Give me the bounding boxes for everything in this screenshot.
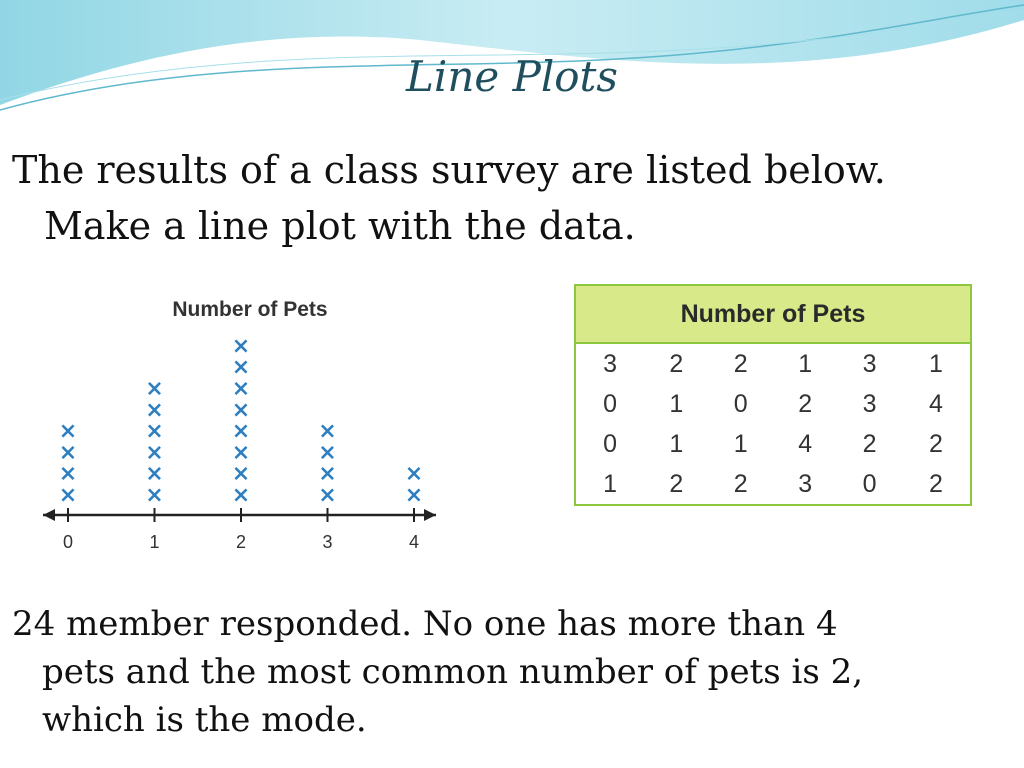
data-point-marker: ×: [58, 419, 78, 445]
table-cell: 2: [798, 389, 813, 418]
data-point-marker: ×: [58, 440, 78, 466]
table-cell: 2: [669, 469, 684, 498]
intro-line-1: The results of a class survey are listed below.: [12, 148, 886, 192]
table-cell: 2: [733, 349, 748, 378]
data-table-panel: [566, 280, 998, 526]
table-cell: 3: [798, 469, 813, 498]
table-cell: 2: [928, 469, 943, 498]
slide-title: Line Plots: [406, 52, 618, 101]
summary-line-2: pets and the most common number of pets is 2,: [42, 652, 864, 692]
data-point-marker: ×: [145, 483, 164, 508]
table-cell: 3: [603, 349, 617, 378]
data-point-marker: ×: [231, 461, 251, 487]
data-point-marker: ×: [404, 483, 424, 508]
data-point-marker: ×: [58, 461, 78, 487]
table-cell: 0: [733, 389, 748, 418]
table-row: [575, 384, 971, 424]
summary-line-3: which is the mode.: [42, 700, 367, 740]
x-tick-label: 3: [322, 532, 333, 552]
table-cell: 1: [928, 349, 943, 378]
x-tick-label: 0: [62, 532, 74, 552]
table-cell: 2: [669, 349, 684, 378]
table-cell: 2: [862, 429, 877, 458]
data-point-marker: ×: [58, 483, 78, 508]
table-cell: 3: [862, 389, 877, 418]
table-cell: 0: [862, 469, 877, 498]
chart-title: Number of Pets: [172, 298, 328, 321]
summary-text: [12, 600, 1012, 744]
table-cell: 2: [733, 469, 748, 498]
data-point-marker: ×: [145, 419, 164, 445]
data-point-marker: ×: [404, 461, 424, 487]
x-tick-label: 1: [149, 532, 160, 552]
data-point-marker: ×: [145, 397, 164, 423]
data-point-marker: ×: [231, 419, 251, 445]
data-point-marker: ×: [318, 419, 337, 445]
data-point-marker: ×: [318, 440, 337, 466]
data-point-marker: ×: [318, 461, 337, 487]
table-row: [575, 343, 971, 384]
data-point-marker: ×: [318, 483, 337, 508]
table-cell: 0: [603, 389, 617, 418]
table-header: Number of Pets: [575, 285, 971, 343]
table-cell: 2: [928, 429, 943, 458]
data-point-marker: ×: [145, 440, 164, 466]
data-point-marker: ×: [231, 355, 251, 381]
axis-arrow-left: [43, 509, 55, 521]
table-cell: 1: [798, 349, 813, 378]
data-point-marker: ×: [231, 376, 251, 402]
summary-line-1: 24 member responded. No one has more than 4: [12, 604, 838, 644]
data-point-marker: ×: [145, 376, 164, 402]
line-plot-panel: [18, 290, 478, 572]
table-cell: 4: [928, 389, 943, 418]
table-cell: 1: [669, 429, 684, 458]
table-row: [575, 464, 971, 505]
axis-arrow-right: [424, 509, 436, 521]
table-cell: 3: [862, 349, 877, 378]
data-point-marker: ×: [145, 461, 164, 487]
table-row: [575, 424, 971, 464]
line-plot-chart: [18, 290, 478, 572]
intro-text: [12, 142, 1012, 254]
data-point-marker: ×: [231, 397, 251, 423]
data-point-marker: ×: [231, 483, 251, 508]
table-cell: 1: [603, 469, 617, 498]
pets-data-table: [574, 284, 972, 506]
data-point-marker: ×: [231, 440, 251, 466]
intro-line-2: Make a line plot with the data.: [44, 204, 636, 248]
table-cell: 4: [798, 429, 813, 458]
x-tick-label: 4: [408, 532, 420, 552]
data-point-marker: ×: [231, 333, 251, 359]
table-cell: 0: [603, 429, 617, 458]
table-cell: 1: [733, 429, 748, 458]
x-tick-label: 2: [235, 532, 247, 552]
table-cell: 1: [669, 389, 684, 418]
